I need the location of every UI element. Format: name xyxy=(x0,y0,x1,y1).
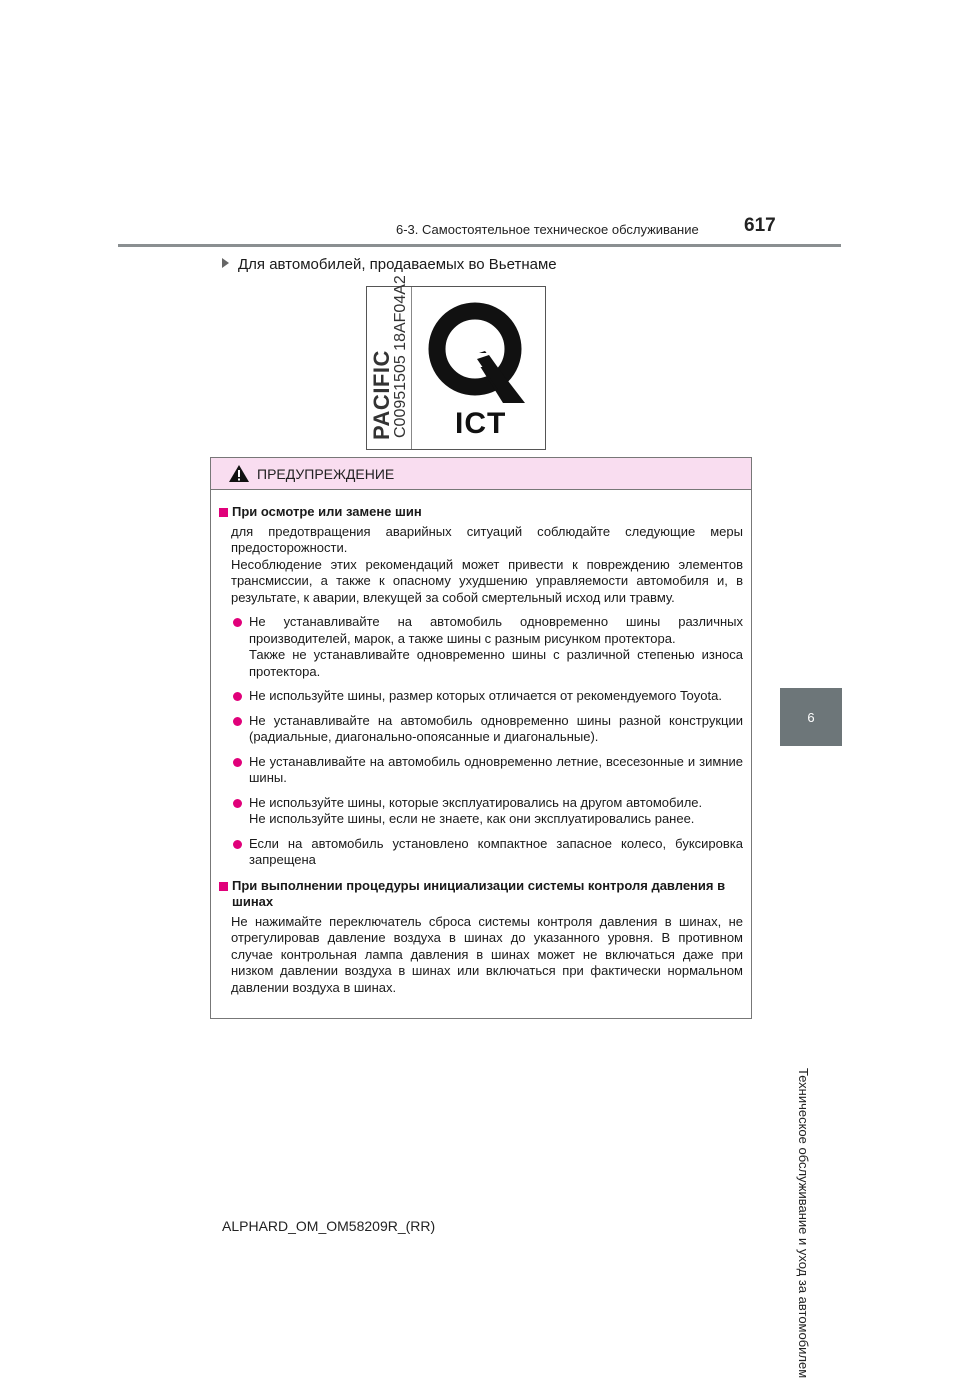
header-rule xyxy=(118,244,841,247)
warning-triangle-icon xyxy=(228,464,250,483)
paragraph: Несоблюдение этих рекомендаций может привести к повреждению элементов трансмиссии, а также к опасному ухудшению управляемости автомобиля и, в результате, к аварии, влекущей за собой смертельный исход или травму. xyxy=(231,556,743,605)
section-heading-text: При выполнении процедуры инициализации системы контроля давления в шинах xyxy=(232,877,726,909)
chapter-tab xyxy=(780,688,842,746)
list-item-text: Не устанавливайте на автомобиль одновременно шины различных производителей, марок, а также шины с разным рисунком протектора. xyxy=(249,614,743,646)
dot-bullet-icon xyxy=(233,758,242,767)
sub-heading xyxy=(222,256,557,273)
header-section-title: 6-3. Самостоятельное техническое обслуживание xyxy=(396,222,699,237)
page-number: 617 xyxy=(744,215,776,236)
chapter-tab-number: 6 xyxy=(807,709,815,725)
warning-body xyxy=(211,490,751,996)
dot-bullet-icon xyxy=(233,692,242,701)
dot-bullet-icon xyxy=(233,618,242,627)
list-item xyxy=(233,795,743,828)
side-chapter-title: Техническое обслуживание и уход за автомобилем xyxy=(796,1068,811,1378)
dot-bullet-icon xyxy=(233,799,242,808)
sub-heading-text: Для автомобилей, продаваемых во Вьетнаме xyxy=(238,256,557,273)
ict-logo-icon xyxy=(425,297,535,405)
list-item xyxy=(233,614,743,680)
paragraph: для предотвращения аварийных ситуаций соблюдайте следующие меры предосторожности. xyxy=(231,523,743,555)
list-item-text: Также не устанавливайте одновременно шины с различной степенью износа протектора. xyxy=(249,647,743,679)
list-item xyxy=(233,688,743,705)
list-item xyxy=(233,836,743,869)
warning-box xyxy=(210,457,752,1019)
list-item-text: Если на автомобиль установлено компактное запасное колесо, буксировка запрещена xyxy=(249,835,743,867)
section-heading xyxy=(219,504,743,521)
section-heading xyxy=(219,878,743,911)
list-item-text: Не используйте шины, которые эксплуатировались на другом автомобиле. xyxy=(249,794,703,810)
section-heading-text: При осмотре или замене шин xyxy=(232,504,422,519)
label-divider xyxy=(411,287,412,449)
square-bullet-icon xyxy=(219,882,228,891)
warning-header xyxy=(211,458,751,490)
list-item-text: Не используйте шины, если не знаете, как они эксплуатировались ранее. xyxy=(249,811,695,826)
dot-bullet-icon xyxy=(233,840,242,849)
list-item xyxy=(233,713,743,746)
warning-title: ПРЕДУПРЕЖДЕНИЕ xyxy=(257,465,395,482)
label-ict-text: ICT xyxy=(455,407,507,440)
list-item-text: Не устанавливайте на автомобиль одновременно шины разной конструкции (радиальные, диагонально-опоясанные и диагональные). xyxy=(249,712,743,744)
square-bullet-icon xyxy=(219,508,228,517)
paragraph: Не нажимайте переключатель сброса системы контроля давления в шинах, не отрегулировав давление воздуха в шинах до указанного уровня. В противном случае контрольная лампа давления в шинах может не включаться даже при низком давлении воздуха в шинах или включаться при фактически нормальном давлении воздуха в шинах. xyxy=(231,913,743,995)
list-item-text: Не устанавливайте на автомобиль одновременно летние, всесезонные и зимние шины. xyxy=(249,753,743,785)
footer-doc-id: ALPHARD_OM_OM58209R_(RR) xyxy=(222,1218,436,1234)
dot-bullet-icon xyxy=(233,717,242,726)
list-item-text: Не используйте шины, размер которых отличается от рекомендуемого Toyota. xyxy=(249,688,722,703)
triangle-bullet-icon xyxy=(222,258,229,268)
label-code-text: C00951505 18AF04A2 xyxy=(392,275,409,438)
certification-label xyxy=(366,275,546,450)
list-item xyxy=(233,754,743,787)
label-pacific-text: PACIFIC xyxy=(369,350,394,440)
